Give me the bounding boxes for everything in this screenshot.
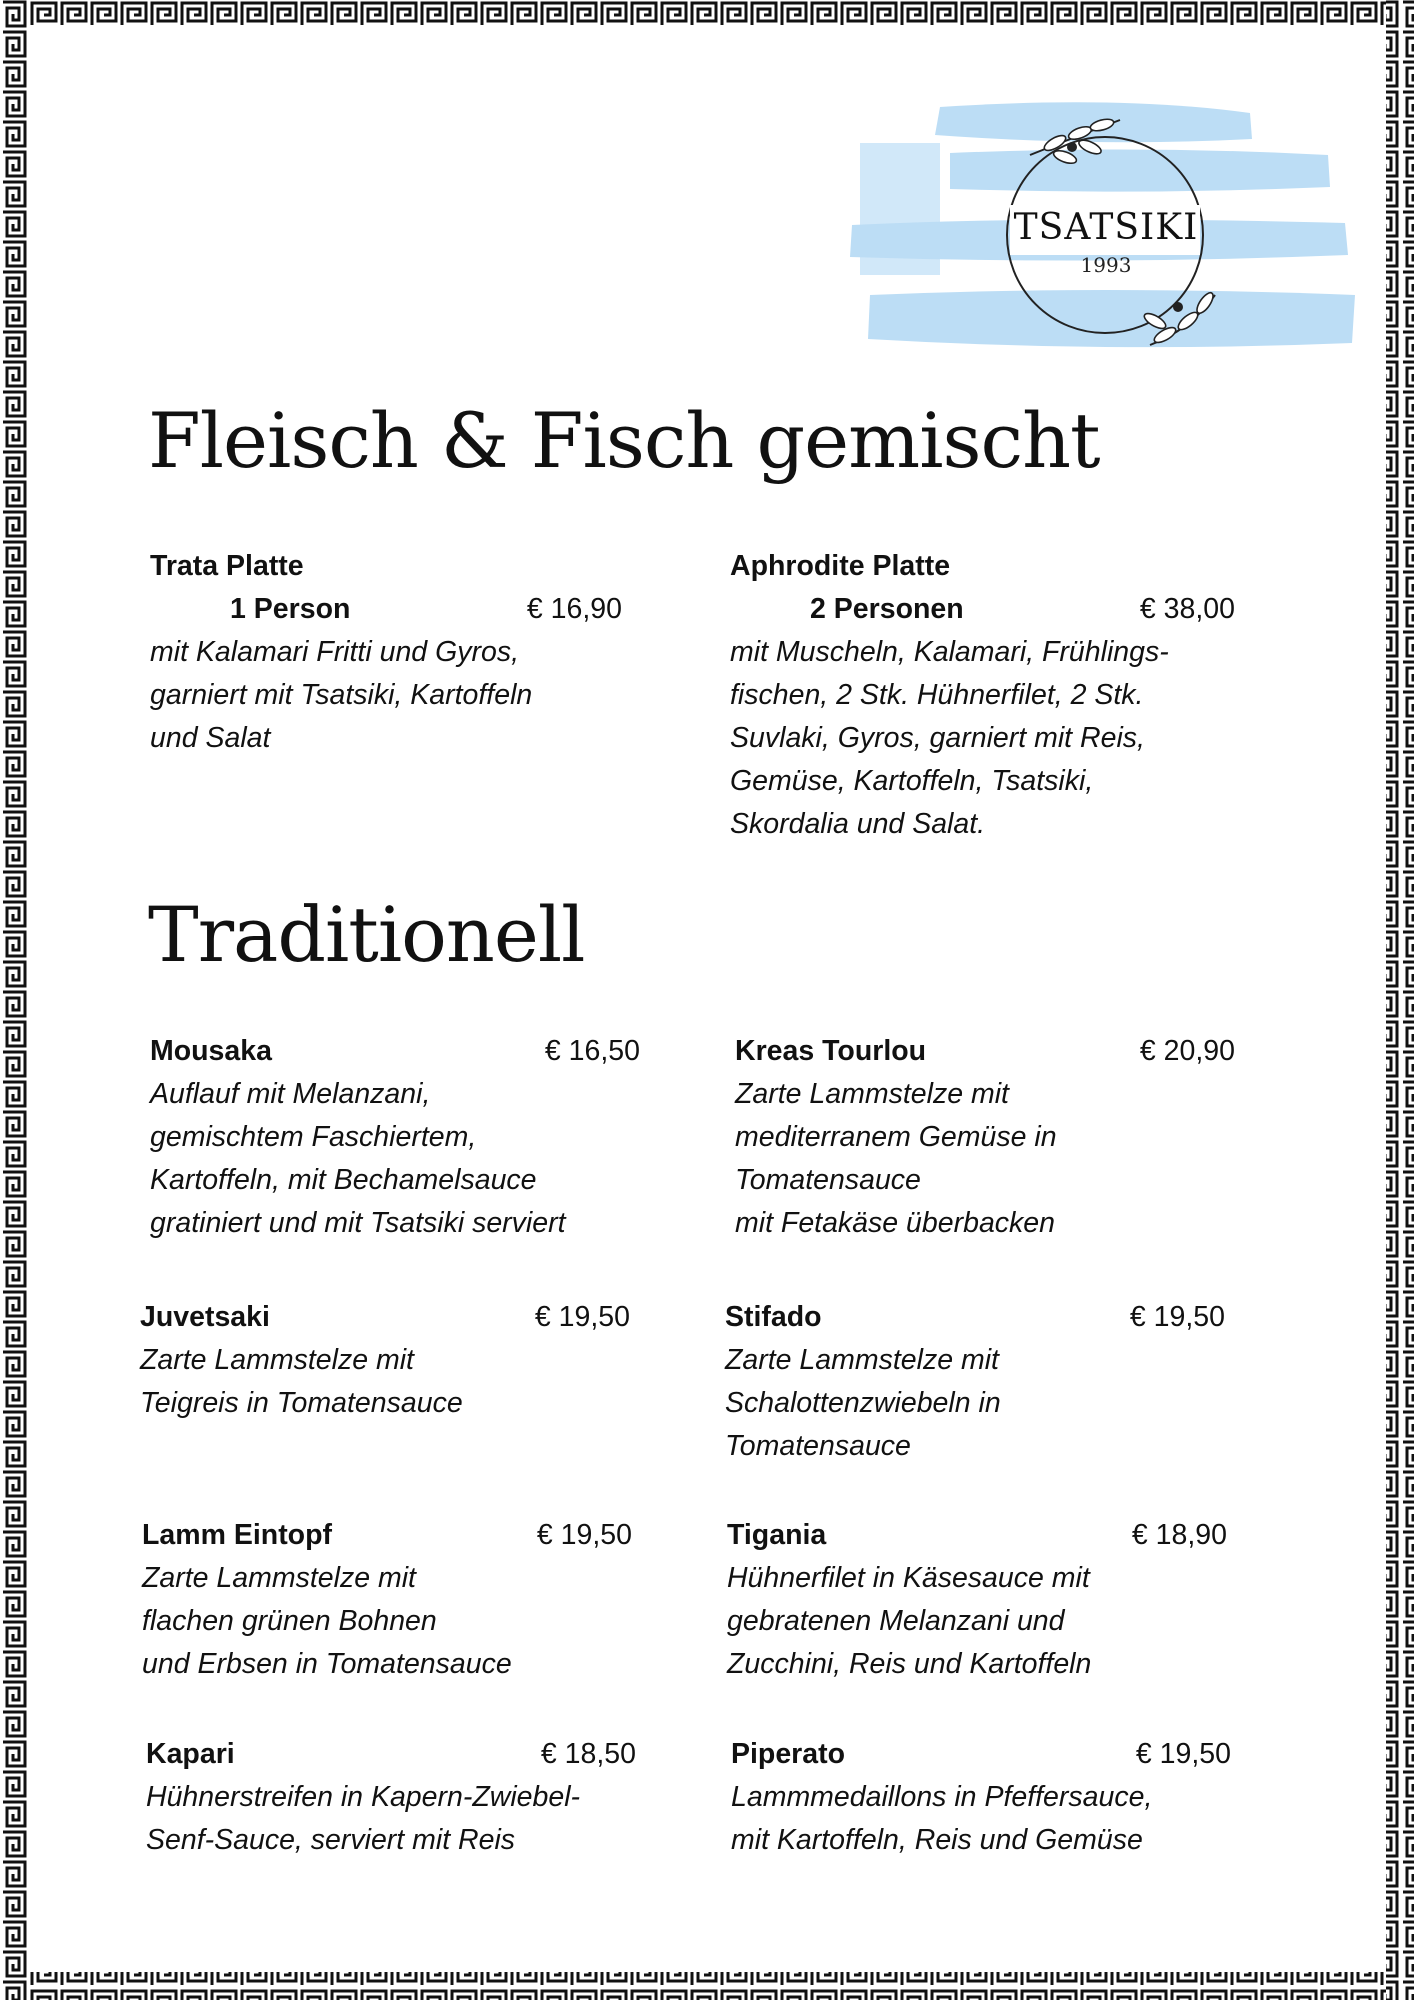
item-name: Juvetsaki [140,1301,270,1333]
item-name: Stifado [725,1301,822,1333]
menu-item-piperato [731,1733,1231,1862]
menu-item-kreas-tourlou [735,1030,1235,1245]
item-description: Zarte Lammstelze mit flachen grünen Bohnen und Erbsen in Tomatensauce [142,1562,512,1680]
item-name: Kapari [146,1738,235,1770]
item-description: Zarte Lammstelze mit Teigreis in Tomatensauce [140,1344,463,1419]
item-description: mit Muscheln, Kalamari, Frühlings- fischen, 2 Stk. Hühnerfilet, 2 Stk. Suvlaki, Gyros, garniert mit Reis, Gemüse, Kartoffeln, Tsatsiki, Skordalia und Salat. [730,636,1169,840]
item-price: € 19,50 [534,1301,630,1333]
item-price: € 19,50 [1135,1738,1231,1770]
tsatsiki-logo [840,95,1360,395]
item-name: Aphrodite Platte [730,550,951,582]
item-price: € 19,50 [1129,1301,1225,1333]
item-price: € 19,50 [536,1519,632,1551]
menu-item-trata-platte [150,545,622,760]
item-description: mit Kalamari Fritti und Gyros, garniert mit Tsatsiki, Kartoffeln und Salat [150,636,533,754]
item-description: Hühnerfilet in Käsesauce mit gebratenen Melanzani und Zucchini, Reis und Kartoffeln [727,1562,1092,1680]
item-persons: 1 Person [230,593,351,625]
item-description: Hühnerstreifen in Kapern-Zwiebel- Senf-Sauce, serviert mit Reis [146,1781,581,1856]
section-title-traditionell: Traditionell [148,890,585,979]
menu-item-juvetsaki [140,1296,630,1425]
item-description: Lammmedaillons in Pfeffersauce, mit Kartoffeln, Reis und Gemüse [731,1781,1153,1856]
item-price: € 20,90 [1139,1035,1235,1067]
item-description: Zarte Lammstelze mit mediterranem Gemüse in Tomatensauce mit Fetakäse überbacken [735,1078,1057,1239]
item-description: Auflauf mit Melanzani, gemischtem Faschiertem, Kartoffeln, mit Bechamelsauce gratiniert und mit Tsatsiki serviert [150,1078,566,1239]
item-name: Piperato [731,1738,846,1770]
menu-item-kapari [146,1733,636,1862]
item-price: € 16,50 [544,1035,640,1067]
item-name: Kreas Tourlou [735,1035,927,1067]
item-name: Tigania [727,1519,827,1551]
item-name: Trata Platte [150,550,304,582]
item-description: Zarte Lammstelze mit Schalottenzwiebeln in Tomatensauce [725,1344,1001,1462]
menu-item-aphrodite-platte [730,545,1235,846]
item-name: Lamm Eintopf [142,1519,332,1551]
brand-year: 1993 [1080,253,1132,277]
brand-name: TSATSIKI [1013,207,1199,248]
item-name: Mousaka [150,1035,272,1067]
item-price: € 18,50 [540,1738,636,1770]
item-persons: 2 Personen [810,593,964,625]
item-price: € 38,00 [1139,593,1235,625]
menu-item-stifado [725,1296,1225,1468]
menu-item-lamm-eintopf [142,1514,632,1686]
section-title-fleisch-fisch: Fleisch & Fisch gemischt [148,396,1100,485]
menu-item-mousaka [150,1030,640,1245]
item-price: € 18,90 [1131,1519,1227,1551]
menu-item-tigania [727,1514,1227,1686]
item-price: € 16,90 [526,593,622,625]
